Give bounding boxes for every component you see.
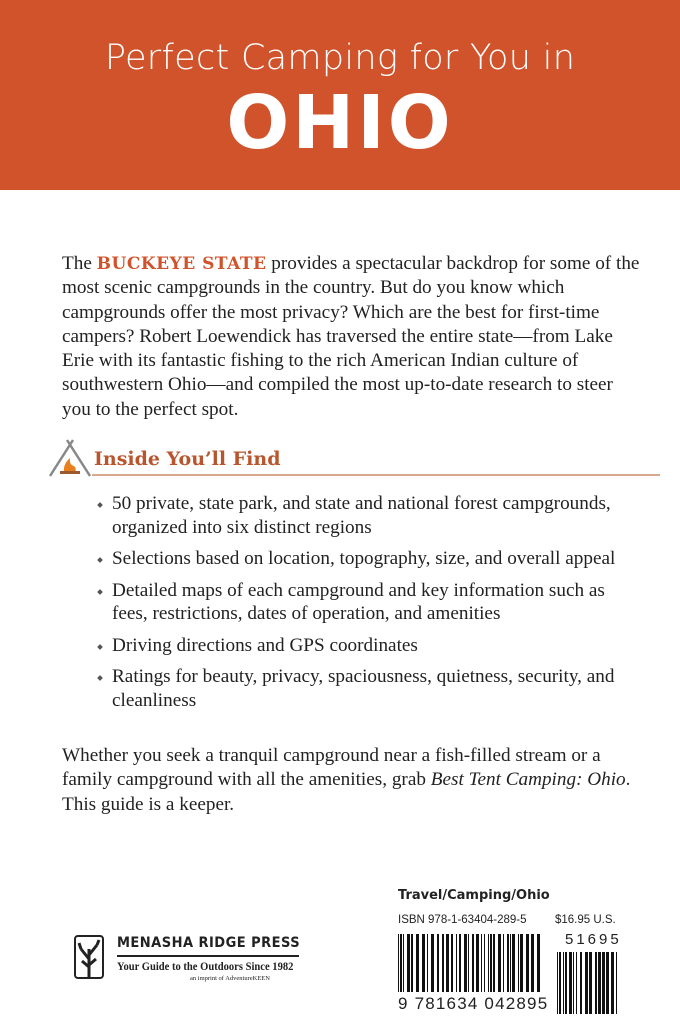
barcode-addon bbox=[557, 952, 621, 1014]
barcode-bar bbox=[431, 934, 434, 992]
barcode-bar bbox=[464, 934, 467, 992]
barcode-bar bbox=[557, 952, 558, 1014]
cover-subtitle: Perfect Camping for You in bbox=[104, 38, 576, 78]
barcode-bar bbox=[526, 934, 529, 992]
barcode-bar bbox=[459, 934, 461, 992]
barcode-bar bbox=[416, 934, 419, 992]
cover-state-title: OHIO bbox=[226, 80, 454, 166]
barcode-bar bbox=[398, 934, 399, 992]
barcode-bar bbox=[598, 952, 601, 1014]
barcode-bar bbox=[493, 934, 495, 992]
barcode-bar bbox=[520, 934, 523, 992]
barcode-bar bbox=[507, 934, 509, 992]
barcode-bar bbox=[616, 952, 617, 1014]
barcode-bar bbox=[456, 934, 457, 992]
list-item: Selections based on location, topography, size, and overall appeal bbox=[112, 547, 632, 571]
list-item: Detailed maps of each campground and key information such as fees, restrictions, dates of operation, and amenities bbox=[112, 579, 632, 626]
barcode-bar bbox=[498, 934, 501, 992]
barcode-bar bbox=[573, 952, 574, 1014]
barcode-bar bbox=[510, 934, 511, 992]
barcode-bar bbox=[468, 934, 469, 992]
book-category: Travel/Camping/Ohio bbox=[398, 888, 550, 903]
barcode-bar bbox=[518, 934, 519, 992]
feature-list bbox=[112, 492, 632, 720]
list-item: Driving directions and GPS coordinates bbox=[112, 634, 632, 658]
barcode-bar bbox=[537, 934, 540, 992]
barcode-bar bbox=[481, 934, 482, 992]
barcode-addon-number: 51695 bbox=[565, 931, 622, 948]
outro-text-end: . This guide is a keeper. bbox=[62, 769, 631, 815]
intro-pre: The bbox=[62, 253, 97, 274]
barcode-bar bbox=[576, 952, 577, 1014]
inside-title: Inside You’ll Find bbox=[94, 448, 281, 471]
barcode-bar bbox=[437, 934, 439, 992]
heading-rule bbox=[92, 474, 660, 476]
list-item: 50 private, state park, and state and national forest campgrounds, organized into six distinct regions bbox=[112, 492, 632, 539]
barcode-bar bbox=[602, 952, 605, 1014]
list-item: Ratings for beauty, privacy, spaciousness, quietness, security, and cleanliness bbox=[112, 665, 632, 712]
barcode-bar bbox=[422, 934, 425, 992]
barcode-bar bbox=[503, 934, 504, 992]
intro-text: provides a spectacular backdrop for some of the most scenic campgrounds in the country. But do you know which campgrounds offer the most privacy? Which are the best for first-time campers? Robert Loewendick has traversed the entire state—from Lake Erie with its fantastic fishing to the rich American Indian culture of southwestern Ohio—and compiled the most up-to-date research to steer you to the perfect spot. bbox=[62, 253, 640, 420]
book-title: Best Tent Camping: Ohio bbox=[430, 769, 626, 791]
barcode-bar bbox=[476, 934, 479, 992]
barcode-bar bbox=[403, 934, 404, 992]
barcode-bar bbox=[559, 952, 561, 1014]
barcode-bar bbox=[563, 952, 564, 1014]
inside-heading bbox=[44, 436, 624, 478]
barcode bbox=[398, 934, 543, 992]
intro-highlight: BUCKEYE STATE bbox=[96, 254, 267, 274]
barcode-bar bbox=[442, 934, 444, 992]
barcode-bar bbox=[446, 934, 449, 992]
barcode-bar bbox=[585, 952, 588, 1014]
tent-campfire-icon bbox=[44, 436, 96, 478]
isbn: ISBN 978-1-63404-289-5 bbox=[398, 914, 527, 926]
barcode-bar bbox=[531, 934, 534, 992]
barcode-bar bbox=[580, 952, 582, 1014]
barcode-bar bbox=[451, 934, 453, 992]
barcode-bar bbox=[490, 934, 492, 992]
barcode-bar bbox=[488, 934, 489, 992]
barcode-bar bbox=[589, 952, 592, 1014]
publisher-name: MENASHA RIDGE PRESS bbox=[117, 935, 301, 951]
barcode-bar bbox=[569, 952, 572, 1014]
barcode-bar bbox=[400, 934, 402, 992]
tree-icon bbox=[74, 935, 104, 979]
price: $16.95 U.S. bbox=[555, 914, 616, 926]
barcode-bar bbox=[411, 934, 413, 992]
main-content bbox=[0, 252, 680, 817]
cover-header bbox=[0, 0, 680, 190]
barcode-bar bbox=[595, 952, 597, 1014]
publisher-imprint: an imprint of AdventureKEEN bbox=[190, 975, 270, 982]
barcode-bar bbox=[427, 934, 428, 992]
outro-paragraph bbox=[62, 744, 640, 817]
outro-text: Whether you seek a tranquil campground near a fish-filled stream or a family campground with all the amenities, grab bbox=[62, 745, 601, 791]
barcode-number: 9 781634 042895 bbox=[398, 994, 549, 1013]
intro-paragraph bbox=[62, 252, 640, 422]
barcode-bar bbox=[512, 934, 515, 992]
publisher-tagline: Your Guide to the Outdoors Since 1982 bbox=[117, 959, 294, 973]
barcode-bar bbox=[472, 934, 474, 992]
barcode-bar bbox=[407, 934, 410, 992]
barcode-bar bbox=[611, 952, 614, 1014]
publisher-logo bbox=[74, 935, 314, 985]
barcode-bar bbox=[484, 934, 485, 992]
publisher-rule bbox=[117, 955, 299, 957]
barcode-bar bbox=[606, 952, 609, 1014]
barcode-bar bbox=[565, 952, 567, 1014]
